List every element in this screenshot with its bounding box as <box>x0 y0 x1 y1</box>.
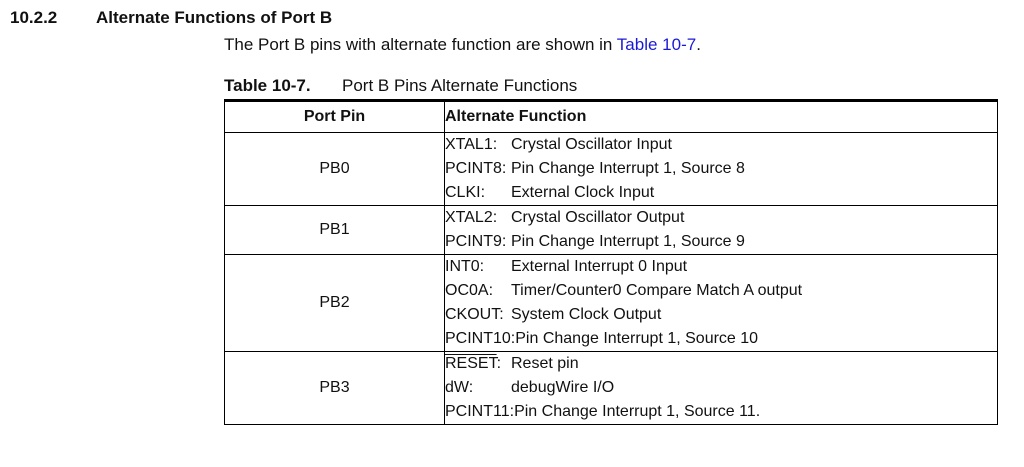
function-name <box>445 352 511 376</box>
function-line <box>445 133 997 157</box>
function-name <box>445 230 511 254</box>
function-description: Pin Change Interrupt 1, Source 10 <box>515 330 759 347</box>
header-port-pin: Port Pin <box>225 101 445 133</box>
function-name <box>445 255 511 279</box>
function-line <box>445 157 997 181</box>
function-name-overlined: RESET <box>445 355 497 372</box>
function-description: debugWire I/O <box>511 379 615 396</box>
alternate-function-cell <box>445 133 998 206</box>
function-name-colon: : <box>496 355 502 372</box>
function-name <box>445 181 511 205</box>
intro-text: The Port B pins with alternate function are shown in <box>224 35 617 54</box>
intro-paragraph <box>224 33 701 57</box>
intro-period: . <box>696 35 701 54</box>
function-line <box>445 376 997 400</box>
function-line <box>445 181 997 205</box>
function-line <box>445 206 997 230</box>
function-name-text: OC0A: <box>445 282 494 299</box>
alternate-function-cell <box>445 352 998 425</box>
table-caption <box>224 74 577 98</box>
function-name <box>445 400 514 424</box>
function-name-text: XTAL1: <box>445 136 498 153</box>
function-description: Crystal Oscillator Output <box>511 209 685 226</box>
port-pin-cell: PB0 <box>225 133 445 206</box>
function-name-text: PCINT10: <box>445 330 516 347</box>
header-alternate-function: Alternate Function <box>445 101 998 133</box>
port-b-table <box>224 99 998 425</box>
function-description: System Clock Output <box>511 306 662 323</box>
function-name <box>445 206 511 230</box>
function-line <box>445 255 997 279</box>
function-name <box>445 303 511 327</box>
function-line <box>445 303 997 327</box>
alternate-function-cell <box>445 206 998 255</box>
table-row <box>225 255 998 352</box>
function-line <box>445 279 997 303</box>
function-name-text: PCINT8: <box>445 160 507 177</box>
function-name-text: CKOUT: <box>445 306 504 323</box>
function-description: Crystal Oscillator Input <box>511 136 672 153</box>
section-title: Alternate Functions of Port B <box>96 8 333 27</box>
port-pin-cell: PB3 <box>225 352 445 425</box>
function-description: External Interrupt 0 Input <box>511 258 688 275</box>
function-name <box>445 279 511 303</box>
function-name-text: CLKI: <box>445 184 486 201</box>
function-name-text: INT0: <box>445 258 485 275</box>
function-description: Pin Change Interrupt 1, Source 9 <box>511 233 745 250</box>
function-name-text: XTAL2: <box>445 209 498 226</box>
alternate-function-cell <box>445 255 998 352</box>
table-row <box>225 206 998 255</box>
function-description: Reset pin <box>511 355 579 372</box>
table-row <box>225 133 998 206</box>
function-line <box>445 400 997 424</box>
function-description: Pin Change Interrupt 1, Source 8 <box>511 160 745 177</box>
table-header-row <box>225 101 998 133</box>
function-description: Pin Change Interrupt 1, Source 11. <box>514 403 761 420</box>
function-name <box>445 327 515 351</box>
table-link[interactable]: Table 10-7 <box>616 35 697 54</box>
function-name-text: PCINT9: <box>445 233 507 250</box>
function-name-text: PCINT11: <box>445 403 515 420</box>
function-line <box>445 352 997 376</box>
function-description: Timer/Counter0 Compare Match A output <box>511 282 803 299</box>
function-description: External Clock Input <box>511 184 655 201</box>
function-line <box>445 327 997 351</box>
section-heading <box>10 6 332 30</box>
function-name <box>445 133 511 157</box>
section-number: 10.2.2 <box>10 8 58 27</box>
port-pin-cell: PB2 <box>225 255 445 352</box>
port-pin-cell: PB1 <box>225 206 445 255</box>
function-line <box>445 230 997 254</box>
function-name-text: dW: <box>445 379 474 396</box>
table-body <box>225 133 998 425</box>
table-caption-label: Table 10-7. <box>224 76 311 95</box>
table-caption-title: Port B Pins Alternate Functions <box>342 76 578 95</box>
function-name <box>445 376 511 400</box>
table-row <box>225 352 998 425</box>
function-name <box>445 157 511 181</box>
